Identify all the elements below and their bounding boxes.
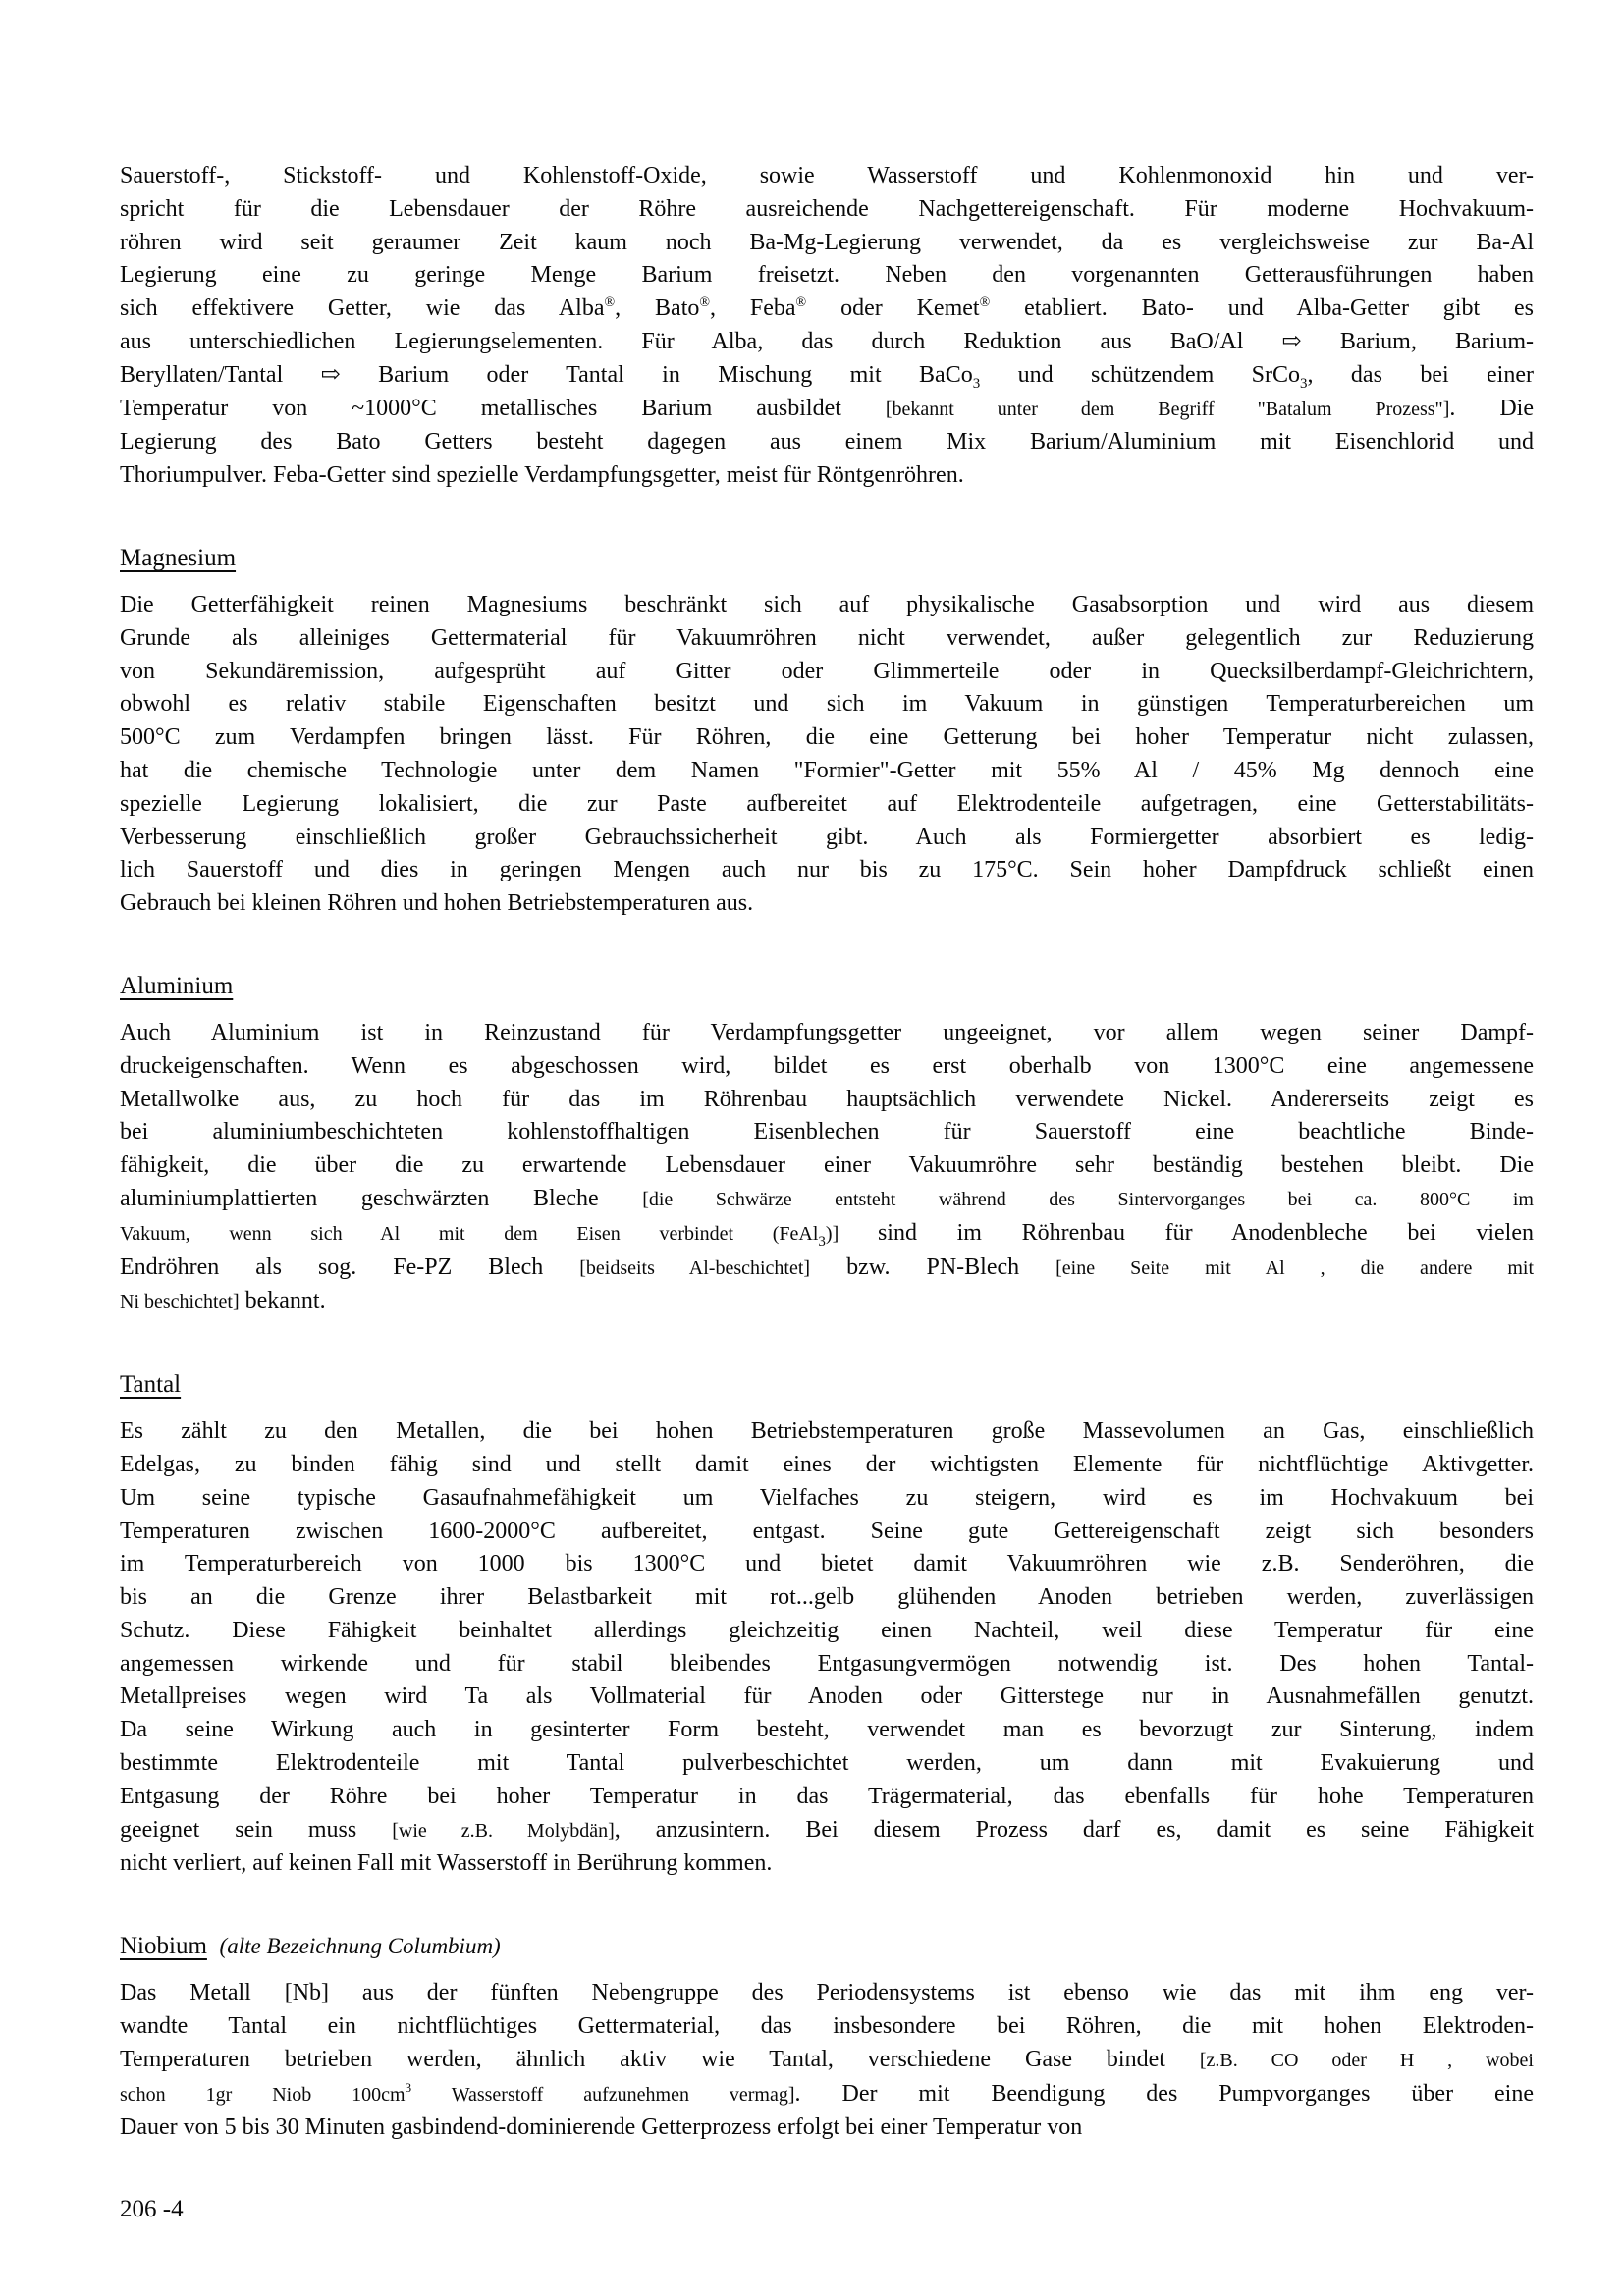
text-segment: bzw. PN-Blech	[810, 1254, 1056, 1280]
text-segment: im Temperaturbereich von 1000 bis 1300°C und bietet damit Vakuumröhren wie z.B. Senderöhren, die	[120, 1551, 1534, 1577]
text-line	[120, 1482, 1534, 1516]
text-line	[120, 193, 1534, 227]
text-segment: ®	[979, 295, 991, 311]
text-line	[120, 359, 1534, 393]
text-segment: von Sekundäremission, aufgesprüht auf Gitter oder Glimmerteile oder in Quecksilberdampf-Gleichrichtern,	[120, 658, 1534, 684]
paragraph-magnesium	[120, 589, 1534, 921]
text-line	[120, 1814, 1534, 1848]
text-segment: ®	[795, 295, 807, 311]
text-segment: Vakuum, wenn sich Al mit dem Eisen verbindet (FeAl	[120, 1222, 819, 1245]
page-number: 206 -4	[120, 2196, 184, 2222]
text-line	[120, 1017, 1534, 1050]
heading-niobium-label: Niobium	[120, 1933, 207, 1960]
text-line	[120, 887, 1534, 921]
text-segment: . Die	[1449, 395, 1534, 421]
text-line	[120, 854, 1534, 887]
text-segment: Endröhren als sog. Fe-PZ Blech	[120, 1254, 580, 1280]
text-segment: nicht verliert, auf keinen Fall mit Wasserstoff in Berührung kommen.	[120, 1850, 773, 1877]
text-segment: Die Getterfähigkeit reinen Magnesiums beschränkt sich auf physikalische Gasabsorption und wird aus diesem	[120, 591, 1534, 617]
heading-niobium-suffix: (alte Bezeichnung Columbium)	[219, 1934, 501, 1959]
text-segment: Dauer von 5 bis 30 Minuten gasbindend-dominierende Getterprozess erfolgt bei einer Temperatur von	[120, 2114, 1083, 2141]
text-segment: bekannt.	[239, 1288, 326, 1314]
text-segment: röhren wird seit geraumer Zeit kaum noch Ba-Mg-Legierung verwendet, da es vergleichsweise zur Ba-Al	[120, 229, 1534, 255]
heading-magnesium-label: Magnesium	[120, 544, 237, 571]
text-segment: Da seine Wirkung auch in gesinterter Form besteht, verwendet man es bevorzugt zur Sinterung, indem	[120, 1717, 1534, 1743]
text-segment: Um seine typische Gasaufnahmefähigkeit um Vielfaches zu steigern, wird es im Hochvakuum bei	[120, 1484, 1534, 1511]
text-segment: Sauerstoff-, Stickstoff- und Kohlenstoff-Oxide, sowie Wasserstoff und Kohlenmonoxid hin und ver-	[120, 163, 1534, 188]
text-segment: 3	[1300, 375, 1308, 392]
text-line	[120, 822, 1534, 855]
text-line	[120, 688, 1534, 721]
text-segment: bis an die Grenze ihrer Belastbarkeit mit rot...gelb glühenden Anoden betrieben werden, zuverlässigen	[120, 1584, 1534, 1611]
text-segment: 500°C zum Verdampfen bringen lässt. Für Röhren, die eine Getterung bei hoher Temperatur nicht zulassen,	[120, 724, 1534, 751]
text-segment: spricht für die Lebensdauer der Röhre ausreichende Nachgettereigenschaft. Für moderne Hochvakuum-	[120, 195, 1534, 222]
text-segment: Wasserstoff aufzunehmen vermag]	[411, 2083, 795, 2106]
text-line	[120, 1781, 1534, 1814]
text-line	[120, 293, 1534, 326]
text-line	[120, 160, 1534, 193]
text-line	[120, 1847, 1534, 1881]
text-line	[120, 259, 1534, 293]
text-segment: Grunde als alleiniges Gettermaterial für Vakuumröhren nicht verwendet, außer gelegentlich zur Reduzierung	[120, 624, 1534, 651]
text-line	[120, 1285, 1534, 1319]
heading-tantal	[120, 1367, 1534, 1403]
text-segment: 3	[972, 375, 981, 392]
text-segment: , Bato	[615, 295, 700, 322]
text-line	[120, 1714, 1534, 1747]
text-segment: , Feba	[710, 295, 796, 322]
text-segment: 3	[818, 1233, 826, 1250]
text-segment: Es zählt zu den Metallen, die bei hohen Betriebstemperaturen große Massevolumen an Gas, einschließlich	[120, 1418, 1534, 1445]
text-line	[120, 1449, 1534, 1482]
text-line	[120, 1183, 1534, 1217]
text-line	[120, 2044, 1534, 2078]
text-segment: druckeigenschaften. Wenn es abgeschossen wird, bildet es erst oberhalb von 1300°C eine angemessene	[120, 1052, 1534, 1079]
text-segment: sich effektivere Getter, wie das Alba	[120, 295, 605, 322]
text-segment: 3	[405, 2079, 412, 2095]
text-line	[120, 755, 1534, 788]
text-line	[120, 1116, 1534, 1149]
text-segment: etabliert. Bato- und Alba-Getter gibt es	[990, 295, 1535, 322]
text-line	[120, 1415, 1534, 1449]
text-segment: wandte Tantal ein nichtflüchtiges Gettermaterial, das insbesondere bei Röhren, die mit hohen Elektroden-	[120, 2013, 1534, 2040]
text-segment: oder Kemet	[806, 295, 980, 322]
heading-aluminium-label: Aluminium	[120, 972, 234, 999]
text-line	[120, 1977, 1534, 2010]
text-line	[120, 1615, 1534, 1648]
text-segment: [bekannt unter dem Begriff "Batalum Prozess"]	[885, 398, 1450, 420]
heading-tantal-label: Tantal	[120, 1371, 182, 1399]
text-segment: Temperaturen zwischen 1600-2000°C aufbereitet, entgast. Seine gute Gettereigenschaft zeigt sich besonders	[120, 1518, 1534, 1544]
text-segment: schon 1gr Niob 100cm	[120, 2083, 406, 2106]
text-line	[120, 227, 1534, 260]
text-line	[120, 1217, 1534, 1252]
text-line	[120, 2078, 1534, 2112]
text-column	[120, 160, 1534, 2145]
text-segment: geeignet sein muss	[120, 1816, 393, 1842]
text-segment: Temperaturen betrieben werden, ähnlich aktiv wie Tantal, verschiedene Gase bindet	[120, 2046, 1200, 2072]
text-segment: Schutz. Diese Fähigkeit beinhaltet allerdings gleichzeitig einen Nachteil, weil diese Temperatur für eine	[120, 1617, 1534, 1643]
text-segment: . Der mit Beendigung des Pumpvorganges über eine	[794, 2080, 1534, 2107]
text-line	[120, 1581, 1534, 1615]
paragraph-intro	[120, 160, 1534, 493]
text-line	[120, 1252, 1534, 1286]
text-segment: [z.B. CO oder H , wobei	[1199, 2049, 1534, 2071]
text-segment: Das Metall [Nb] aus der fünften Nebengruppe des Periodensystems ist ebenso wie das mit ihm eng ver-	[120, 1980, 1534, 2006]
text-line	[120, 326, 1534, 359]
text-segment: und schützendem SrCo	[980, 361, 1301, 388]
text-segment: Ni beschichtet]	[120, 1291, 240, 1313]
text-segment: Thoriumpulver. Feba-Getter sind spezielle Verdampfungsgetter, meist für Röntgenröhren.	[120, 462, 964, 489]
text-segment: [beidseits Al-beschichtet]	[579, 1256, 811, 1279]
text-line	[120, 721, 1534, 755]
text-line	[120, 459, 1534, 493]
text-segment: Metallwolke aus, zu hoch für das im Röhrenbau hauptsächlich verwendete Nickel. Andererseits zeigt es	[120, 1086, 1534, 1112]
text-line	[120, 2111, 1534, 2145]
text-line	[120, 1548, 1534, 1581]
text-segment: obwohl es relativ stabile Eigenschaften besitzt und sich im Vakuum in günstigen Temperaturbereichen um	[120, 691, 1534, 718]
text-segment: bei aluminiumbeschichteten kohlenstoffhaltigen Eisenblechen für Sauerstoff eine beachtliche Binde-	[120, 1119, 1534, 1146]
text-segment: Metallpreises wegen wird Ta als Vollmaterial für Anoden oder Gitterstege nur in Ausnahmefällen genutzt.	[120, 1683, 1534, 1710]
text-segment: Auch Aluminium ist in Reinzustand für Verdampfungsgetter ungeeignet, vor allem wegen seiner Dampf-	[120, 1019, 1534, 1045]
text-segment: ®	[699, 295, 711, 311]
heading-magnesium	[120, 541, 1534, 576]
text-line	[120, 1747, 1534, 1781]
text-segment: fähigkeit, die über die zu erwartende Lebensdauer einer Vakuumröhre sehr beständig bestehen bleibt. Die	[120, 1152, 1534, 1179]
text-segment: Edelgas, zu binden fähig sind und stellt damit eines der wichtigsten Elemente für nichtflüchtige Aktivgetter.	[120, 1451, 1534, 1477]
text-segment: angemessen wirkende und für stabil bleibendes Entgasungvermögen notwendig ist. Des hohen Tantal-	[120, 1650, 1534, 1677]
text-line	[120, 1681, 1534, 1714]
text-segment: spezielle Legierung lokalisiert, die zur Paste aufbereitet auf Elektrodenteile aufgetragen, eine Getterstabilitäts-	[120, 790, 1534, 817]
heading-aluminium	[120, 969, 1534, 1004]
text-line	[120, 1516, 1534, 1549]
text-line	[120, 1149, 1534, 1183]
text-segment: Entgasung der Röhre bei hoher Temperatur in das Trägermaterial, das ebenfalls für hohe Temperaturen	[120, 1783, 1534, 1809]
text-segment: Beryllaten/Tantal ⇨ Barium oder Tantal in Mischung mit BaCo	[120, 361, 973, 388]
text-segment: )]	[825, 1222, 878, 1245]
text-line	[120, 1084, 1534, 1117]
text-segment: [die Schwärze entsteht während des Sintervorganges bei ca. 800°C im	[642, 1188, 1534, 1210]
text-line	[120, 622, 1534, 656]
text-segment: Legierung eine zu geringe Menge Barium freisetzt. Neben den vorgenannten Getterausführungen haben	[120, 262, 1534, 289]
paragraph-tantal	[120, 1415, 1534, 1881]
paragraph-aluminium	[120, 1017, 1534, 1319]
text-segment: sind im Röhrenbau für Anodenbleche bei vielen	[877, 1219, 1534, 1246]
text-segment: Verbesserung einschließlich großer Gebrauchssicherheit gibt. Auch als Formiergetter absorbiert es ledig-	[120, 824, 1534, 850]
text-line	[120, 656, 1534, 689]
text-segment: Gebrauch bei kleinen Röhren und hohen Betriebstemperaturen aus.	[120, 890, 754, 917]
text-segment: lich Sauerstoff und dies in geringen Mengen auch nur bis zu 175°C. Sein hoher Dampfdruck schließt einen	[120, 857, 1534, 883]
text-segment: aus unterschiedlichen Legierungselementen. Für Alba, das durch Reduktion aus BaO/Al ⇨ Barium, Barium-	[120, 328, 1534, 354]
text-line	[120, 788, 1534, 822]
heading-niobium	[120, 1929, 1534, 1964]
text-line	[120, 426, 1534, 459]
text-segment: bestimmte Elektrodenteile mit Tantal pulverbeschichtet werden, um dann mit Evakuierung und	[120, 1750, 1534, 1777]
text-segment: aluminiumplattierten geschwärzten Bleche	[120, 1185, 643, 1211]
text-line	[120, 1648, 1534, 1682]
text-segment: hat die chemische Technologie unter dem Namen "Formier"-Getter mit 55% Al / 45% Mg dennoch eine	[120, 757, 1534, 783]
paragraph-niobium	[120, 1977, 1534, 2145]
text-segment: Temperatur von ~1000°C metallisches Barium ausbildet	[120, 395, 886, 421]
text-segment: , anzusintern. Bei diesem Prozess darf es, damit es seine Fähigkeit	[614, 1816, 1534, 1842]
text-segment: [wie z.B. Molybdän]	[392, 1819, 615, 1842]
text-segment: Legierung des Bato Getters besteht dagegen aus einem Mix Barium/Aluminium mit Eisenchlorid und	[120, 429, 1534, 455]
text-segment: ®	[604, 295, 616, 311]
text-line	[120, 393, 1534, 427]
text-segment: , das bei einer	[1307, 361, 1534, 388]
text-segment: [eine Seite mit Al , die andere mit	[1055, 1256, 1535, 1279]
text-line	[120, 2010, 1534, 2044]
text-line	[120, 589, 1534, 622]
text-line	[120, 1050, 1534, 1084]
